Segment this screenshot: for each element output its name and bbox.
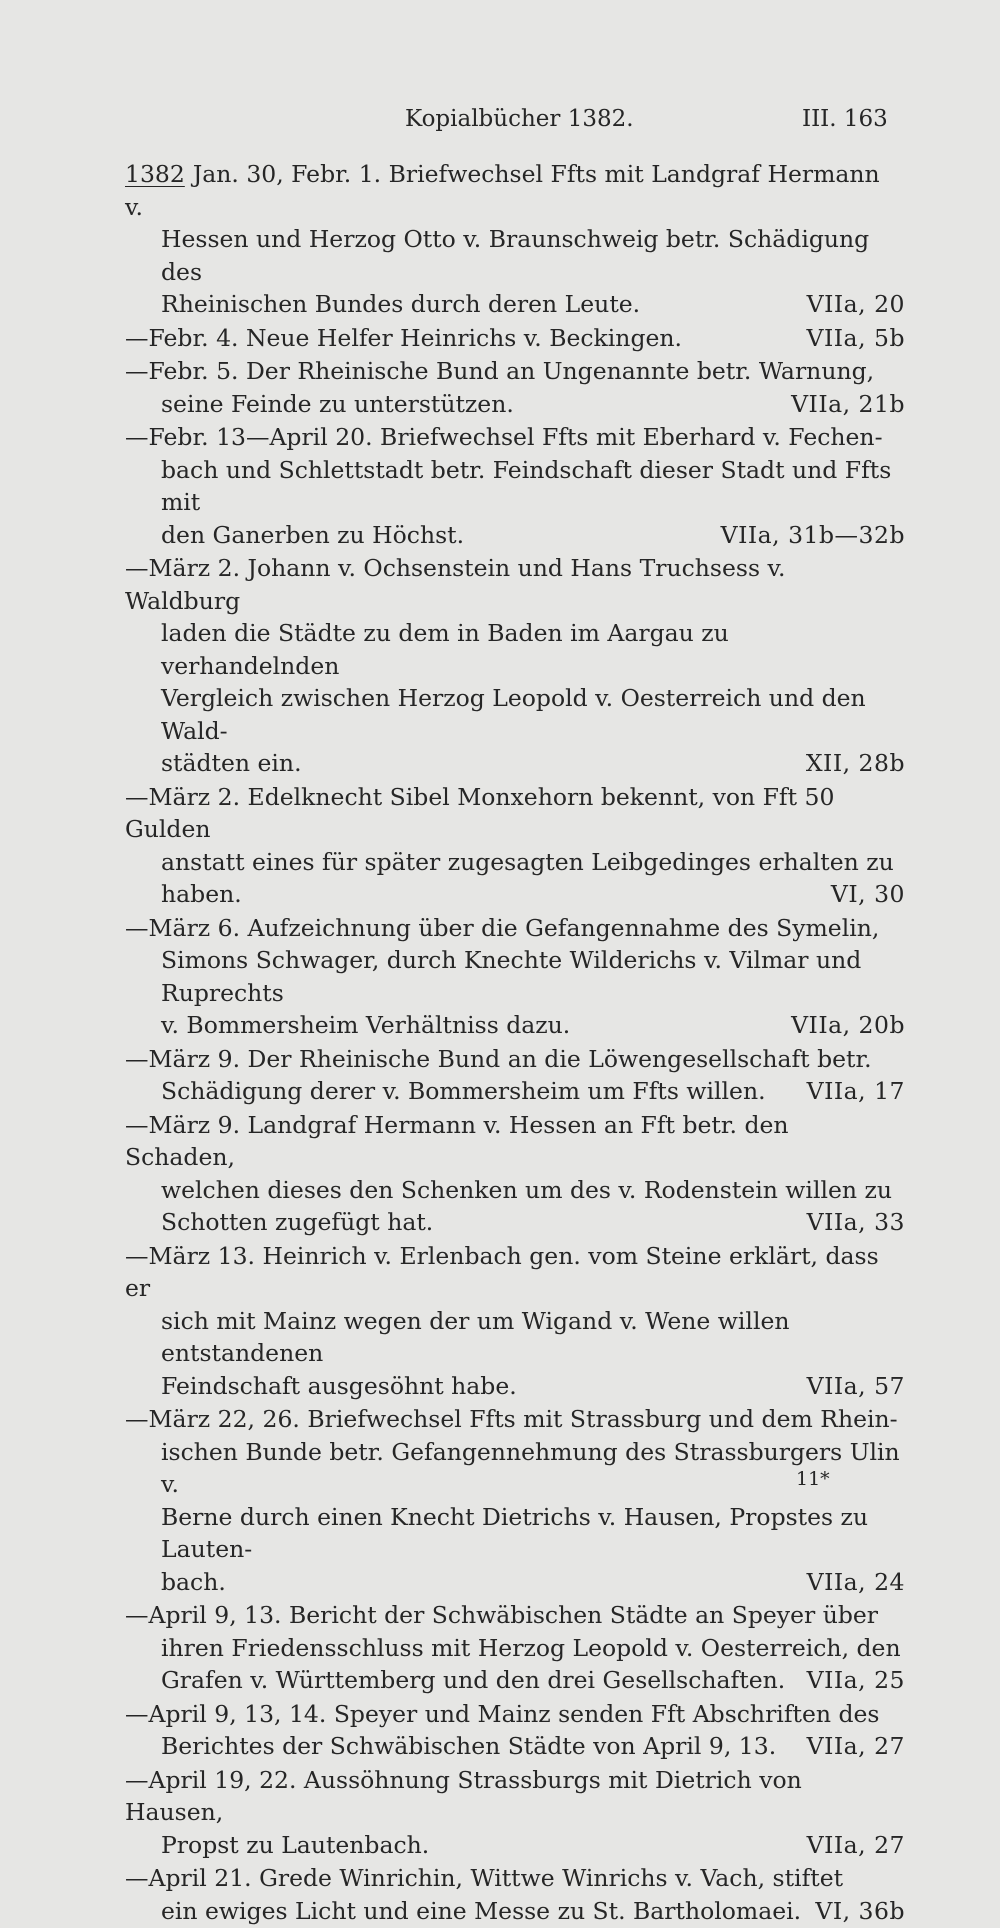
entry-text: den Ganerben zu Höchst. xyxy=(161,520,465,549)
entry-text: März 9. Landgraf Hermann v. Hessen an Fft betr. den Schaden, xyxy=(125,1110,789,1171)
entry-text: Propst zu Lautenbach. xyxy=(161,1830,430,1859)
entry-line: laden die Städte zu dem in Baden im Aargau zu verhandelnden xyxy=(161,619,729,680)
entry-line-with-ref xyxy=(161,1566,905,1599)
entry-line xyxy=(125,1698,905,1731)
entry-text: Rheinischen Bundes durch deren Leute. xyxy=(161,290,641,318)
register-entry xyxy=(125,158,905,321)
entry-text: März 13. Heinrich v. Erlenbach gen. vom Steine erklärt, dass er xyxy=(125,1241,879,1302)
entry-dash: — xyxy=(125,323,149,352)
register-entry xyxy=(125,1109,905,1239)
archive-reference: XII, 28b xyxy=(805,749,905,777)
entry-text: Jan. 30, Febr. 1. Briefwechsel Ffts mit Landgraf Hermann v. xyxy=(125,160,880,221)
archive-reference: VIIa, 57 xyxy=(806,1371,905,1400)
register-entry xyxy=(125,1764,905,1862)
entry-line xyxy=(125,781,905,846)
running-title: Kopialbücher 1382. xyxy=(405,106,634,132)
entry-line-with-ref xyxy=(161,1206,905,1239)
entry-text: Feindschaft ausgesöhnt habe. xyxy=(161,1371,517,1400)
entry-dash: — xyxy=(125,357,149,385)
entry-text: v. Bommersheim Verhältniss dazu. xyxy=(161,1011,571,1039)
entry-line xyxy=(125,552,905,617)
entry-text: März 9. Der Rheinische Bund an die Löwengesellschaft betr. xyxy=(148,1044,872,1073)
entry-text: Grafen v. Württemberg und den drei Gesellschaften. xyxy=(161,1666,786,1694)
entry-line xyxy=(125,1109,905,1174)
entry-line-with-ref xyxy=(161,1829,905,1862)
entry-dash: — xyxy=(125,1405,149,1433)
entry-line xyxy=(125,1764,905,1829)
entry-dash: — xyxy=(125,913,149,942)
entry-dash: — xyxy=(125,1864,149,1892)
entry-text: haben. xyxy=(161,880,242,908)
entry-text: bach. xyxy=(161,1567,226,1596)
register-entry xyxy=(125,1043,905,1108)
register-entry xyxy=(125,355,905,420)
archive-reference: VIIa, 27 xyxy=(806,1830,905,1859)
entry-line xyxy=(125,1043,905,1076)
entry-dash: — xyxy=(125,1241,149,1270)
signature-mark: 11* xyxy=(796,1468,830,1490)
register-entries xyxy=(125,158,905,1928)
archive-reference: VIIa, 20b xyxy=(791,1011,905,1039)
register-entry xyxy=(125,322,905,355)
entry-line xyxy=(125,1599,905,1632)
archive-reference: VI, 36b xyxy=(815,1896,905,1925)
entry-line xyxy=(125,1862,905,1895)
entry-line: ischen Bunde betr. Gefangennehmung des Strassburgers Ulin v. xyxy=(161,1437,900,1498)
register-entry xyxy=(125,1862,905,1927)
entry-text: ein ewiges Licht und eine Messe zu St. Bartholomaei. xyxy=(161,1896,802,1925)
entry-line: ihren Friedensschluss mit Herzog Leopold v. Oesterreich, den xyxy=(161,1633,901,1662)
register-entry xyxy=(125,1403,905,1598)
entry-text: April 9, 13, 14. Speyer und Mainz senden Fft Abschriften des xyxy=(148,1699,880,1728)
entry-line: welchen dieses den Schenken um des v. Rodenstein willen zu xyxy=(161,1175,893,1204)
archive-reference: VIIa, 25 xyxy=(806,1666,905,1694)
entry-line xyxy=(125,158,905,223)
entry-dash: — xyxy=(125,782,149,811)
entry-dash: — xyxy=(125,1110,149,1139)
entry-text: Febr. 5. Der Rheinische Bund an Ungenannte betr. Warnung, xyxy=(148,357,875,385)
entry-line: sich mit Mainz wegen der um Wigand v. Wene willen entstandenen xyxy=(161,1306,790,1367)
register-entry xyxy=(125,781,905,911)
page-header xyxy=(0,106,1000,142)
entry-text: April 19, 22. Aussöhnung Strassburgs mit Dietrich von Hausen, xyxy=(125,1765,802,1826)
entry-line-with-ref xyxy=(161,878,905,911)
entry-line: Hessen und Herzog Otto v. Braunschweig betr. Schädigung des xyxy=(161,225,870,286)
entry-text: Febr. 4. Neue Helfer Heinrichs v. Beckingen. xyxy=(148,323,683,352)
entry-line xyxy=(125,355,905,388)
entry-dash: — xyxy=(125,554,149,582)
entry-dash: — xyxy=(125,1765,149,1794)
entry-line: Vergleich zwischen Herzog Leopold v. Oesterreich und den Wald- xyxy=(161,684,866,745)
register-entry xyxy=(125,1599,905,1697)
archive-reference: VIIa, 5b xyxy=(806,323,905,352)
archive-reference: VI, 30 xyxy=(830,880,905,908)
register-entry xyxy=(125,552,905,780)
entry-text: Febr. 13—April 20. Briefwechsel Ffts mit Eberhard v. Fechen- xyxy=(148,423,883,451)
entry-line-with-ref xyxy=(161,288,905,321)
archive-reference: VIIa, 27 xyxy=(806,1732,905,1760)
entry-dash: — xyxy=(125,1601,149,1629)
register-entry xyxy=(125,912,905,1042)
entry-line-with-ref xyxy=(161,1075,905,1108)
register-entry xyxy=(125,1240,905,1403)
entry-text: März 6. Aufzeichnung über die Gefangennahme des Symelin, xyxy=(148,913,880,942)
entry-text: März 2. Johann v. Ochsenstein und Hans Truchsess v. Waldburg xyxy=(125,554,786,615)
entry-dash: — xyxy=(125,1699,149,1728)
page-number: III. 163 xyxy=(802,106,888,132)
entry-text: Schotten zugefügt hat. xyxy=(161,1208,434,1236)
entry-line-with-ref xyxy=(125,322,905,355)
register-entry xyxy=(125,1698,905,1763)
entry-text: April 21. Grede Winrichin, Wittwe Winrichs v. Vach, stiftet xyxy=(148,1864,844,1892)
entry-line: Berne durch einen Knecht Dietrichs v. Hausen, Propstes zu Lauten- xyxy=(161,1502,869,1563)
entry-line xyxy=(125,421,905,454)
entry-text: März 2. Edelknecht Sibel Monxehorn bekennt, von Fft 50 Gulden xyxy=(125,782,835,843)
entry-dash: — xyxy=(125,423,149,451)
archive-reference: VIIa, 21b xyxy=(791,389,905,418)
archive-reference: VIIa, 33 xyxy=(806,1208,905,1236)
entry-text: seine Feinde zu unterstützen. xyxy=(161,389,514,418)
entry-line xyxy=(125,912,905,945)
entry-text: Berichtes der Schwäbischen Städte von April 9, 13. xyxy=(161,1732,777,1760)
entry-line: Simons Schwager, durch Knechte Wilderichs v. Vilmar und Ruprechts xyxy=(161,946,862,1007)
entry-line: anstatt eines für später zugesagten Leibgedinges erhalten zu xyxy=(161,847,894,876)
entry-text: April 9, 13. Bericht der Schwäbischen Städte an Speyer über xyxy=(148,1601,879,1629)
archive-reference: VIIa, 17 xyxy=(806,1077,905,1105)
register-entry xyxy=(125,421,905,551)
entry-line xyxy=(125,1403,905,1436)
entry-dash: — xyxy=(125,1044,149,1073)
entry-line-with-ref xyxy=(161,388,905,421)
entry-line-with-ref xyxy=(161,1370,905,1403)
entry-text: März 22, 26. Briefwechsel Ffts mit Strassburg und dem Rhein- xyxy=(148,1405,898,1433)
entry-line-with-ref xyxy=(161,1895,905,1928)
entry-line xyxy=(125,1240,905,1305)
entry-text: städten ein. xyxy=(161,749,302,777)
archive-reference: VIIa, 31b—32b xyxy=(720,520,905,549)
entry-line-with-ref xyxy=(161,747,905,780)
entry-line-with-ref xyxy=(161,519,905,552)
entry-line-with-ref xyxy=(161,1009,905,1042)
entry-text: Schädigung derer v. Bommersheim um Ffts willen. xyxy=(161,1077,766,1105)
entry-line: bach und Schlettstadt betr. Feindschaft dieser Stadt und Ffts mit xyxy=(161,455,892,516)
entry-line-with-ref xyxy=(161,1664,905,1697)
entry-line-with-ref xyxy=(161,1730,905,1763)
archive-reference: VIIa, 20 xyxy=(806,290,905,318)
entry-year: 1382 xyxy=(125,160,185,188)
archive-reference: VIIa, 24 xyxy=(806,1567,905,1596)
